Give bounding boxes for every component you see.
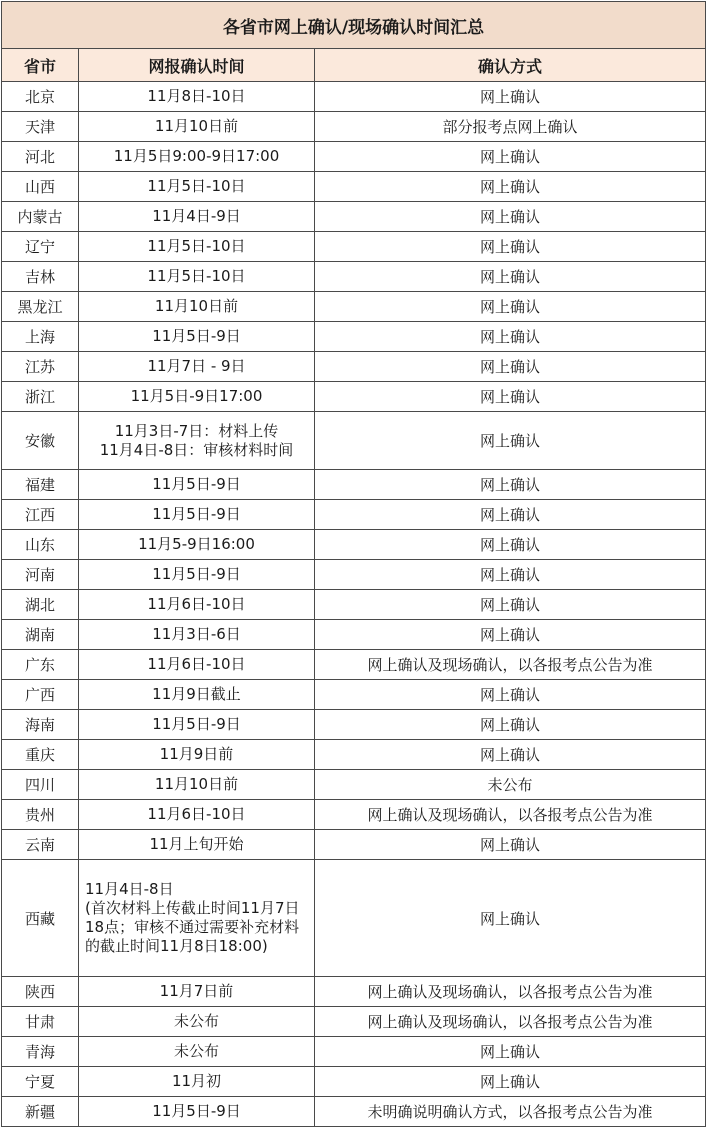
province-cell: 甘肃: [2, 1007, 79, 1037]
confirm-time-cell: 11月7日前: [79, 977, 315, 1007]
table-row: [2, 232, 706, 262]
confirm-method-cell: 网上确认及现场确认，以各报考点公告为准: [315, 977, 706, 1007]
confirm-time-cell: 11月5日-9日: [79, 322, 315, 352]
table-row: [2, 740, 706, 770]
confirm-method-cell: 网上确认: [315, 352, 706, 382]
province-cell: 广东: [2, 650, 79, 680]
column-header-method: 确认方式: [315, 49, 706, 82]
province-cell: 河北: [2, 142, 79, 172]
province-cell: 海南: [2, 710, 79, 740]
confirm-method-cell: 网上确认: [315, 560, 706, 590]
province-cell: 重庆: [2, 740, 79, 770]
confirm-time-cell: 11月8日-10日: [79, 82, 315, 112]
confirm-method-cell: 未明确说明确认方式，以各报考点公告为准: [315, 1097, 706, 1127]
confirm-method-cell: 网上确认及现场确认，以各报考点公告为准: [315, 650, 706, 680]
province-cell: 山东: [2, 530, 79, 560]
confirm-method-cell: 网上确认: [315, 620, 706, 650]
table-row: [2, 82, 706, 112]
confirm-method-cell: 网上确认: [315, 382, 706, 412]
confirm-method-cell: 网上确认: [315, 1037, 706, 1067]
province-cell: 广西: [2, 680, 79, 710]
confirm-time-cell: 11月初: [79, 1067, 315, 1097]
table-row: [2, 830, 706, 860]
province-cell: 云南: [2, 830, 79, 860]
confirm-time-cell: 11月上旬开始: [79, 830, 315, 860]
province-cell: 黑龙江: [2, 292, 79, 322]
province-cell: 江西: [2, 500, 79, 530]
confirm-time-cell: 11月5日-10日: [79, 262, 315, 292]
table-row: [2, 292, 706, 322]
table-row: [2, 382, 706, 412]
province-cell: 西藏: [2, 860, 79, 977]
confirm-method-cell: 网上确认: [315, 412, 706, 470]
province-cell: 北京: [2, 82, 79, 112]
confirm-time-cell: 11月5日-9日17:00: [79, 382, 315, 412]
province-cell: 陕西: [2, 977, 79, 1007]
confirm-time-cell: 11月6日-10日: [79, 590, 315, 620]
confirm-method-cell: 网上确认及现场确认，以各报考点公告为准: [315, 1007, 706, 1037]
confirm-time-cell: 11月6日-10日: [79, 650, 315, 680]
confirm-time-cell: 11月5-9日16:00: [79, 530, 315, 560]
confirm-time-cell: 11月4日-8日 (首次材料上传截止时间11月7日18点；审核不通过需要补充材料的截止时间11月8日18:00): [79, 860, 315, 977]
table-row: [2, 1097, 706, 1127]
table-row: [2, 500, 706, 530]
table-body: [2, 82, 706, 1127]
province-cell: 山西: [2, 172, 79, 202]
province-cell: 吉林: [2, 262, 79, 292]
confirm-method-cell: 网上确认: [315, 530, 706, 560]
province-cell: 河南: [2, 560, 79, 590]
confirm-method-cell: 网上确认: [315, 172, 706, 202]
confirm-method-cell: 网上确认: [315, 142, 706, 172]
header-row: [2, 49, 706, 82]
province-cell: 福建: [2, 470, 79, 500]
confirm-time-cell: 11月3日-7日：材料上传 11月4日-8日：审核材料时间: [79, 412, 315, 470]
confirm-method-cell: 网上确认: [315, 710, 706, 740]
confirm-time-cell: 11月9日前: [79, 740, 315, 770]
confirm-method-cell: 网上确认: [315, 292, 706, 322]
table-row: [2, 1067, 706, 1097]
confirm-time-cell: 11月5日-10日: [79, 232, 315, 262]
table-row: [2, 412, 706, 470]
confirm-method-cell: 网上确认: [315, 232, 706, 262]
confirm-method-cell: 网上确认: [315, 590, 706, 620]
confirm-method-cell: 未公布: [315, 770, 706, 800]
confirm-time-cell: 11月4日-9日: [79, 202, 315, 232]
confirm-method-cell: 网上确认: [315, 322, 706, 352]
confirm-time-cell: 11月7日 - 9日: [79, 352, 315, 382]
confirm-method-cell: 网上确认: [315, 262, 706, 292]
table-row: [2, 142, 706, 172]
confirm-method-cell: 网上确认: [315, 740, 706, 770]
confirm-time-cell: 11月5日-9日: [79, 470, 315, 500]
table-row: [2, 322, 706, 352]
province-cell: 新疆: [2, 1097, 79, 1127]
confirm-time-cell: 11月5日-9日: [79, 1097, 315, 1127]
table-row: [2, 262, 706, 292]
table-row: [2, 860, 706, 977]
table-row: [2, 1007, 706, 1037]
confirm-method-cell: 网上确认: [315, 680, 706, 710]
column-header-province: 省市: [2, 49, 79, 82]
province-cell: 宁夏: [2, 1067, 79, 1097]
table-row: [2, 590, 706, 620]
table-row: [2, 112, 706, 142]
province-cell: 四川: [2, 770, 79, 800]
confirm-method-cell: 网上确认: [315, 82, 706, 112]
table-row: [2, 530, 706, 560]
province-cell: 内蒙古: [2, 202, 79, 232]
confirm-time-cell: 11月5日-9日: [79, 500, 315, 530]
confirm-method-cell: 网上确认及现场确认，以各报考点公告为准: [315, 800, 706, 830]
table-title: 各省市网上确认/现场确认时间汇总: [2, 2, 706, 49]
confirm-method-cell: 网上确认: [315, 202, 706, 232]
province-cell: 天津: [2, 112, 79, 142]
table-row: [2, 470, 706, 500]
confirm-time-cell: 11月5日9:00-9日17:00: [79, 142, 315, 172]
column-header-time: 网报确认时间: [79, 49, 315, 82]
confirm-time-cell: 11月10日前: [79, 770, 315, 800]
province-cell: 上海: [2, 322, 79, 352]
table-row: [2, 977, 706, 1007]
confirm-time-cell: 11月9日截止: [79, 680, 315, 710]
table-row: [2, 202, 706, 232]
table-row: [2, 620, 706, 650]
confirm-method-cell: 部分报考点网上确认: [315, 112, 706, 142]
province-cell: 江苏: [2, 352, 79, 382]
table-row: [2, 352, 706, 382]
table-row: [2, 172, 706, 202]
province-cell: 辽宁: [2, 232, 79, 262]
province-cell: 青海: [2, 1037, 79, 1067]
confirm-time-cell: 未公布: [79, 1007, 315, 1037]
confirmation-schedule-table: [1, 1, 706, 1127]
confirm-time-cell: 11月3日-6日: [79, 620, 315, 650]
confirm-time-cell: 11月6日-10日: [79, 800, 315, 830]
table-row: [2, 1037, 706, 1067]
confirm-time-cell: 11月5日-9日: [79, 710, 315, 740]
confirm-method-cell: 网上确认: [315, 830, 706, 860]
table-row: [2, 770, 706, 800]
table-row: [2, 560, 706, 590]
confirm-method-cell: 网上确认: [315, 1067, 706, 1097]
province-cell: 安徽: [2, 412, 79, 470]
confirm-time-cell: 11月10日前: [79, 112, 315, 142]
confirm-time-cell: 11月10日前: [79, 292, 315, 322]
confirm-method-cell: 网上确认: [315, 470, 706, 500]
confirm-method-cell: 网上确认: [315, 500, 706, 530]
table-row: [2, 650, 706, 680]
table-row: [2, 710, 706, 740]
province-cell: 湖北: [2, 590, 79, 620]
table-row: [2, 680, 706, 710]
confirm-time-cell: 未公布: [79, 1037, 315, 1067]
province-cell: 湖南: [2, 620, 79, 650]
province-cell: 贵州: [2, 800, 79, 830]
confirm-method-cell: 网上确认: [315, 860, 706, 977]
table-row: [2, 800, 706, 830]
confirm-time-cell: 11月5日-9日: [79, 560, 315, 590]
province-cell: 浙江: [2, 382, 79, 412]
confirm-time-cell: 11月5日-10日: [79, 172, 315, 202]
